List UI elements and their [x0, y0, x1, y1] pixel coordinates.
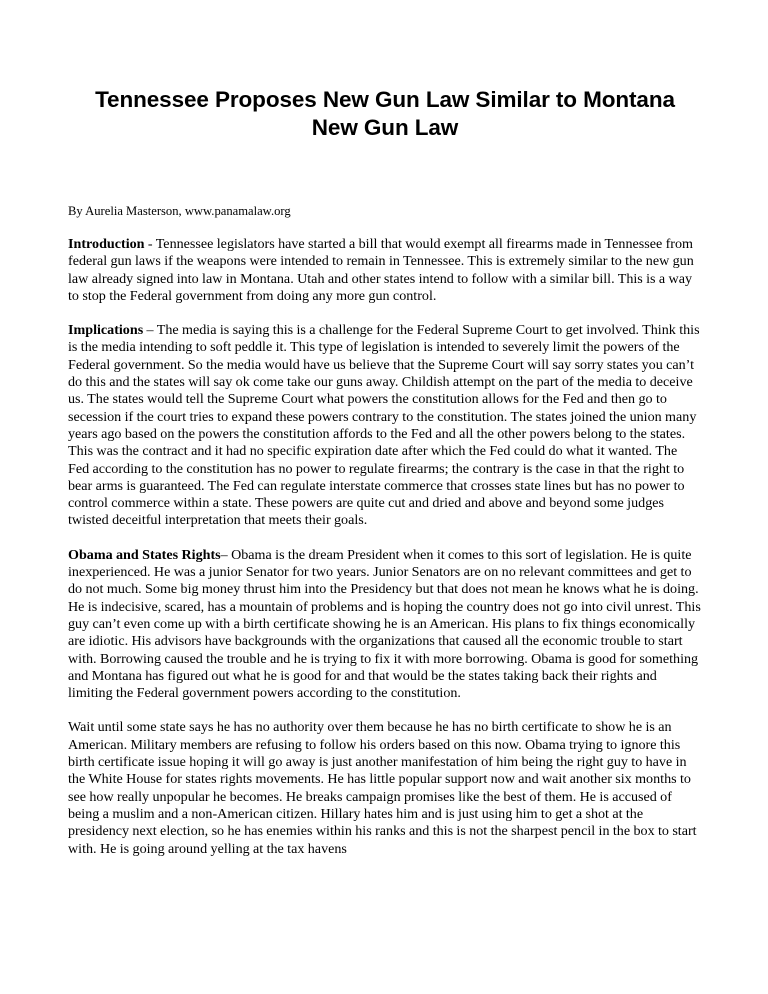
- paragraph-text: Tennessee legislators have started a bill that would exempt all firearms made in Tennessee from federal gun laws if the weapons were intended to remain in Tennessee. This is extremely similar to the new gun law already signed into law in Montana. Utah and other states intend to follow with a similar bill. This is a way to stop the Federal government from doing any more gun control.: [68, 236, 694, 304]
- author-byline: By Aurelia Masterson, www.panamalaw.org: [68, 204, 291, 218]
- paragraph-lead-label: Implications: [68, 322, 144, 339]
- paragraph-lead-label: Introduction: [68, 236, 145, 252]
- paragraph-text: Wait until some state says he has no authority over them because he has no birth certificate to show he is an American. Military members are refusing to follow his orders based on this now. Obama trying to ignore this birth certificate issue hoping it will go away is just another manifestation of him being the right guy to have in the White House for states rights movements. He has little popular support now and wait another six months to see how really unpopular he becomes. He breaks campaign promises like the best of them. He is accused of being a muslim and a non-American citizen. Hillary hates him and is just using him to get a shot at the presidency next election, so he has enemies within his ranks and this is not the sharpest pencil in the box to start with. He is going around yelling at the tax havens: [68, 719, 697, 857]
- page-title: Tennessee Proposes New Gun Law Similar to Montana New Gun Law: [95, 87, 675, 140]
- paragraph-text: Obama is the dream President when it comes to this sort of legislation. He is quite inexperienced. He was a junior Senator for two years. Junior Senators are on no relevant committees and get to do not much. Some big money thrust him into the Presidency but that does not mean he knows what he is doing. He is indecisive, scared, has a mountain of problems and is hoping the country does not go into civil unrest. This guy can’t even come up with a birth certificate showing he is an American. His plans to fix things economically are idiotic. His advisors have backgrounds with the organizations that caused all the economic trouble to start with. Borrowing caused the trouble and he is trying to fix it with more borrowing. Obama is good for something and Montana has figured out what he is good for and that would be the states taking back their rights and limiting the Federal government powers according to the constitution.: [68, 546, 701, 702]
- paragraph-separator: –: [220, 546, 232, 563]
- paragraph-obama-and-states-rights: [68, 547, 701, 703]
- paragraph-closing: [68, 719, 701, 857]
- paragraph-separator: -: [144, 236, 156, 252]
- paragraph-separator: –: [143, 322, 157, 339]
- paragraph-text: The media is saying this is a challenge for the Federal Supreme Court to get involved. Think this is the media intending to soft peddle it. This type of legislation is intended to severely limit the powers of the Federal government. So the media would have us believe that the Supreme Court will say sorry states you can’t do this and the states will say ok come take our guns away. Childish attempt on the part of the media to deceive us. The states would tell the Supreme Court what powers the constitution allows for the Fed and then go to secession if the court tries to expand these powers contrary to the constitution. The states joined the union many years ago based on the powers the constitution affords to the Fed and all the other powers belong to the states. This was the contract and it had no specific expiration date after which the Fed could do what it wanted. The Fed according to the constitution has no power to regulate firearms; the contrary is the case in that the right to bear arms is guaranteed. The Fed can regulate interstate commerce that crosses state lines but has no power to control commerce within a state. These powers are quite cut and dried and above and beyond some judges twisted deceitful interpretation that meets their goals.: [68, 322, 700, 529]
- paragraph-lead-label: Obama and States Rights: [68, 546, 221, 563]
- body-text: [68, 236, 701, 858]
- paragraph-implications: [68, 322, 701, 530]
- paragraph-introduction: [68, 236, 701, 305]
